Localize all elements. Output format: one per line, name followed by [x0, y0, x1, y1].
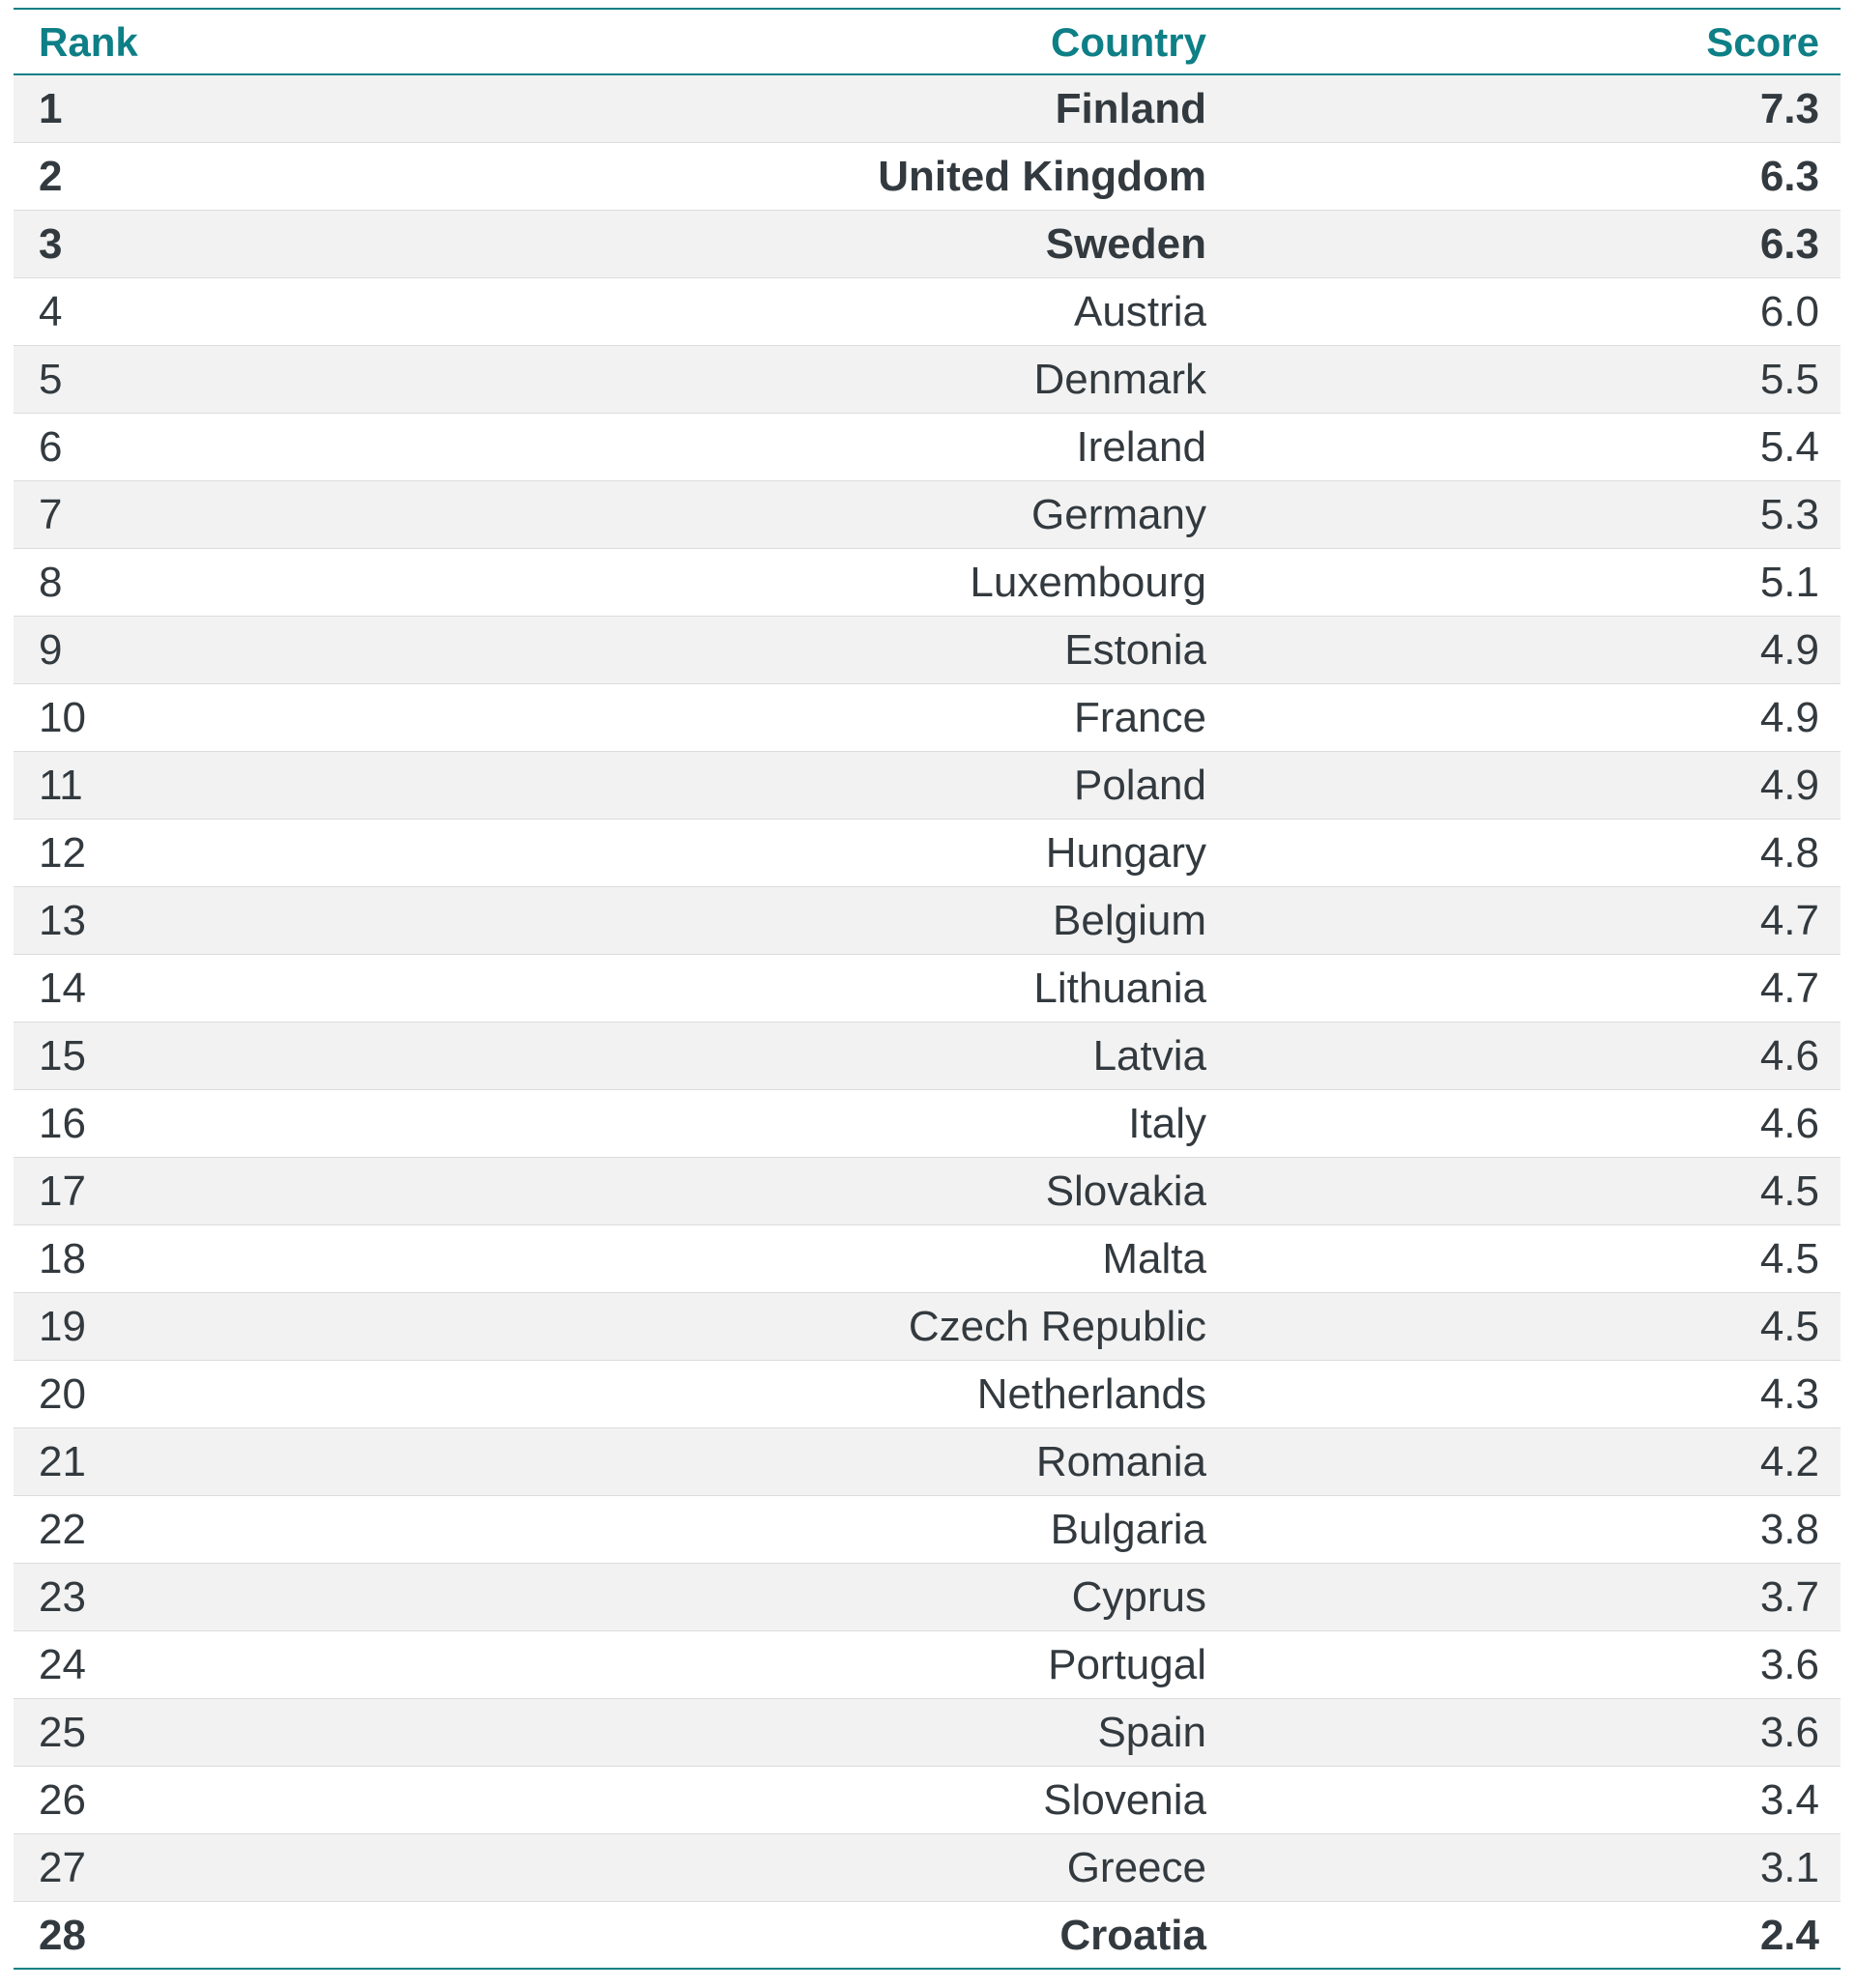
- score-cell: 4.9: [1759, 762, 1819, 809]
- country-cell: Czech Republic: [908, 1303, 1206, 1350]
- country-cell: Austria: [1074, 288, 1206, 335]
- country-cell: Portugal: [1048, 1641, 1206, 1688]
- score-cell: 6.0: [1759, 288, 1819, 335]
- score-cell: 5.4: [1759, 423, 1819, 471]
- country-cell: Spain: [1097, 1709, 1206, 1756]
- table-row: [14, 1428, 1841, 1496]
- rank-cell: 1: [39, 85, 63, 132]
- table-row: [14, 1834, 1841, 1902]
- table-row: [14, 1090, 1841, 1158]
- score-cell: 3.8: [1759, 1506, 1819, 1553]
- country-cell: United Kingdom: [878, 153, 1206, 200]
- table-row: [14, 1496, 1841, 1564]
- rank-cell: 12: [39, 829, 86, 877]
- table-row: [14, 1023, 1841, 1090]
- country-cell: Luxembourg: [970, 559, 1206, 606]
- table-row: [14, 752, 1841, 820]
- rank-cell: 7: [39, 491, 63, 538]
- country-cell: Belgium: [1053, 897, 1206, 944]
- rank-cell: 8: [39, 559, 63, 606]
- rank-cell: 18: [39, 1235, 86, 1282]
- rank-cell: 21: [39, 1438, 86, 1485]
- country-cell: Poland: [1073, 762, 1206, 809]
- rank-cell: 5: [39, 356, 63, 403]
- rank-cell: 4: [39, 288, 63, 335]
- score-cell: 7.3: [1759, 85, 1819, 132]
- table-row: [14, 955, 1841, 1023]
- country-cell: Denmark: [1033, 356, 1206, 403]
- header-rank: Rank: [39, 19, 138, 65]
- score-cell: 4.9: [1759, 626, 1819, 674]
- rank-cell: 24: [39, 1641, 86, 1688]
- score-cell: 4.6: [1759, 1100, 1819, 1147]
- score-cell: 5.5: [1759, 356, 1819, 403]
- country-cell: Romania: [1035, 1438, 1206, 1485]
- score-cell: 4.7: [1759, 897, 1819, 944]
- country-cell: Slovenia: [1043, 1776, 1206, 1824]
- country-cell: Italy: [1128, 1100, 1206, 1147]
- table-row: [14, 211, 1841, 278]
- country-cell: Finland: [1055, 85, 1206, 132]
- country-cell: Hungary: [1045, 829, 1206, 877]
- country-cell: Sweden: [1045, 220, 1206, 268]
- country-cell: Latvia: [1092, 1032, 1206, 1080]
- score-cell: 4.5: [1759, 1303, 1819, 1350]
- score-cell: 4.3: [1759, 1370, 1819, 1418]
- rank-cell: 3: [39, 220, 63, 268]
- country-cell: Malta: [1102, 1235, 1206, 1282]
- table-row: [14, 549, 1841, 617]
- country-cell: France: [1074, 694, 1206, 741]
- score-cell: 4.2: [1759, 1438, 1819, 1485]
- score-cell: 3.6: [1759, 1641, 1819, 1688]
- table-row: [14, 1158, 1841, 1225]
- rank-cell: 16: [39, 1100, 86, 1147]
- country-cell: Greece: [1066, 1844, 1206, 1891]
- score-cell: 5.1: [1759, 559, 1819, 606]
- table-row: [14, 617, 1841, 684]
- table-row: [14, 887, 1841, 955]
- rank-cell: 17: [39, 1167, 86, 1215]
- score-cell: 4.5: [1759, 1167, 1819, 1215]
- score-cell: 5.3: [1759, 491, 1819, 538]
- header-country: Country: [1051, 19, 1206, 65]
- rank-cell: 27: [39, 1844, 86, 1891]
- country-cell: Netherlands: [976, 1370, 1206, 1418]
- score-cell: 3.1: [1759, 1844, 1819, 1891]
- table-body: [14, 75, 1841, 1970]
- table-header-row: [14, 10, 1841, 75]
- rank-cell: 26: [39, 1776, 86, 1824]
- country-cell: Estonia: [1064, 626, 1206, 674]
- table-row: [14, 1564, 1841, 1631]
- score-cell: 4.7: [1759, 965, 1819, 1012]
- score-cell: 4.9: [1759, 694, 1819, 741]
- table-row: [14, 481, 1841, 549]
- score-cell: 2.4: [1759, 1912, 1819, 1959]
- rank-cell: 28: [39, 1912, 86, 1959]
- table-row: [14, 346, 1841, 414]
- rank-cell: 15: [39, 1032, 86, 1080]
- score-cell: 6.3: [1759, 220, 1819, 268]
- rank-cell: 19: [39, 1303, 86, 1350]
- table-row: [14, 1631, 1841, 1699]
- rank-cell: 20: [39, 1370, 86, 1418]
- country-cell: Ireland: [1076, 423, 1206, 471]
- table-row: [14, 75, 1841, 143]
- table-row: [14, 1699, 1841, 1767]
- table-row: [14, 684, 1841, 752]
- rank-cell: 14: [39, 965, 86, 1012]
- table-row: [14, 414, 1841, 481]
- rank-cell: 6: [39, 423, 63, 471]
- table-row: [14, 1902, 1841, 1970]
- rank-cell: 11: [39, 762, 83, 809]
- country-cell: Croatia: [1059, 1912, 1206, 1959]
- rank-cell: 25: [39, 1709, 86, 1756]
- table-row: [14, 1293, 1841, 1361]
- country-cell: Lithuania: [1033, 965, 1206, 1012]
- rank-cell: 10: [39, 694, 86, 741]
- score-cell: 3.7: [1759, 1573, 1819, 1621]
- table-row: [14, 143, 1841, 211]
- score-cell: 4.5: [1759, 1235, 1819, 1282]
- score-cell: 3.6: [1759, 1709, 1819, 1756]
- country-cell: Slovakia: [1045, 1167, 1206, 1215]
- rank-cell: 2: [39, 153, 63, 200]
- table-row: [14, 278, 1841, 346]
- country-cell: Germany: [1031, 491, 1206, 538]
- ranking-table: [14, 8, 1841, 1970]
- table-row: [14, 820, 1841, 887]
- score-cell: 3.4: [1759, 1776, 1819, 1824]
- rank-cell: 13: [39, 897, 86, 944]
- country-cell: Bulgaria: [1050, 1506, 1206, 1553]
- score-cell: 6.3: [1759, 153, 1819, 200]
- rank-cell: 23: [39, 1573, 86, 1621]
- rank-cell: 22: [39, 1506, 86, 1553]
- table-row: [14, 1225, 1841, 1293]
- rank-cell: 9: [39, 626, 63, 674]
- table-row: [14, 1361, 1841, 1428]
- score-cell: 4.6: [1759, 1032, 1819, 1080]
- table-row: [14, 1767, 1841, 1834]
- country-cell: Cyprus: [1071, 1573, 1206, 1621]
- header-score: Score: [1706, 19, 1819, 65]
- score-cell: 4.8: [1759, 829, 1819, 877]
